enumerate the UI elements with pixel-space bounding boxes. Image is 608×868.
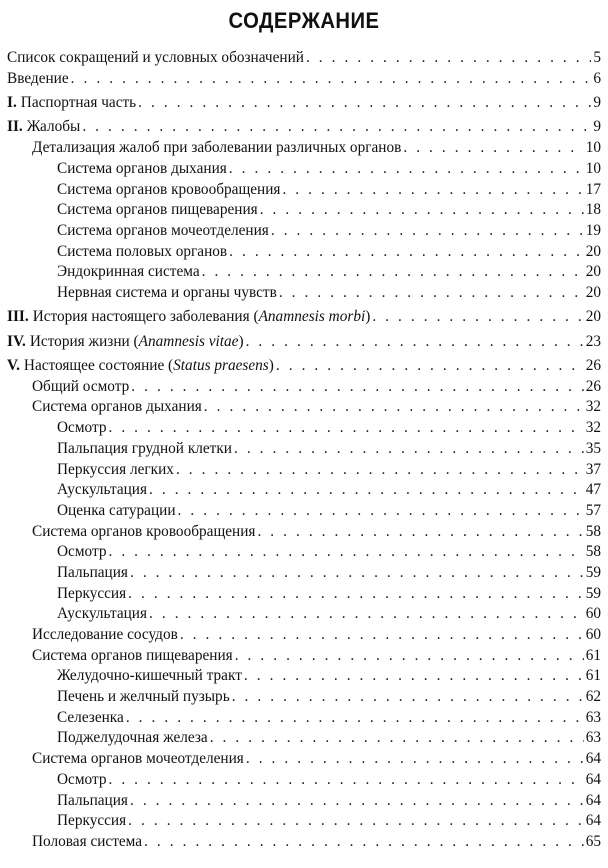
toc-entry-label	[57, 418, 106, 439]
dot-leader	[372, 307, 583, 328]
dot-leader	[306, 48, 591, 69]
toc-entry-page-number: 26	[585, 357, 601, 375]
toc-entry-page-number: 61	[585, 667, 601, 685]
dot-leader	[130, 563, 584, 584]
toc-entry-label	[57, 728, 208, 749]
toc-entry[interactable]	[7, 138, 601, 159]
toc-entry[interactable]	[7, 460, 601, 481]
toc-entry[interactable]	[7, 666, 601, 687]
toc-entry-label	[57, 439, 232, 460]
toc-entry[interactable]	[7, 480, 601, 501]
toc-entry[interactable]	[7, 604, 601, 625]
toc-entry-page-number: 60	[585, 626, 601, 643]
toc-entry-page-number: 58	[585, 522, 601, 540]
toc-entry-page-number: 59	[585, 584, 601, 602]
toc-entry-text: Половая система	[32, 832, 143, 850]
toc-entry[interactable]	[7, 332, 601, 353]
toc-entry-label	[7, 69, 69, 90]
toc-entry-label	[57, 770, 106, 791]
toc-entry-label	[7, 356, 274, 377]
dot-leader	[108, 770, 583, 791]
dot-leader	[180, 625, 584, 646]
toc-entry-text: Детализация жалоб при заболевании различных органов	[32, 139, 402, 157]
toc-entry[interactable]	[7, 625, 601, 646]
toc-entry-text: Поджелудочная железа	[57, 729, 208, 747]
toc-entry[interactable]	[7, 646, 601, 667]
toc-entry-page-number: 59	[585, 563, 601, 581]
toc-entry-page-number: 47	[585, 481, 601, 499]
toc-entry-text: Система органов мочеотделения	[57, 221, 269, 239]
toc-entry-text: Аускультация	[57, 605, 148, 623]
toc-entry-page-number: 10	[585, 159, 601, 177]
toc-entry-label	[32, 832, 142, 853]
toc-entry-page-number: 64	[585, 750, 601, 768]
dot-leader	[246, 332, 584, 353]
toc-entry-label	[57, 180, 280, 201]
toc-entry-page-number: 32	[585, 419, 601, 437]
dot-leader	[276, 356, 584, 377]
toc-entry[interactable]	[7, 439, 601, 460]
toc-entry-label	[32, 138, 401, 159]
dot-leader	[246, 749, 584, 770]
toc-entry-label	[32, 625, 178, 646]
toc-entry-latin-term: Anamnesis vitae	[138, 332, 239, 350]
toc-entry-text: Общий осмотр	[32, 377, 130, 395]
toc-entry-page-number: 63	[585, 729, 601, 747]
toc-entry-roman-numeral: II.	[7, 118, 23, 136]
toc-entry-label	[57, 283, 277, 304]
toc-entry-page-number: 10	[585, 139, 601, 157]
dot-leader	[260, 200, 584, 221]
toc-entry-text: История настоящего заболевания (	[32, 308, 259, 326]
toc-entry-text: Система органов кровообращения	[32, 522, 256, 540]
toc-entry-text: Перкуссия легких	[57, 460, 174, 478]
toc-entry-label	[57, 221, 269, 242]
toc-entry[interactable]	[7, 221, 601, 242]
dot-leader	[176, 460, 584, 481]
toc-entry-label	[32, 646, 233, 667]
toc-entry-text: Система органов дыхания	[32, 398, 202, 416]
dot-leader	[234, 439, 584, 460]
toc-entry[interactable]	[7, 791, 601, 812]
toc-list	[7, 48, 601, 853]
toc-entry-text: Оценка сатурации	[57, 501, 176, 519]
toc-entry-label	[7, 48, 304, 69]
dot-leader	[210, 728, 584, 749]
toc-entry-label	[7, 93, 136, 114]
toc-entry-label	[57, 200, 258, 221]
toc-entry-text: Система органов пищеварения	[32, 646, 233, 664]
dot-leader	[149, 604, 584, 625]
dot-leader	[130, 791, 584, 812]
toc-entry-text: Система половых органов	[57, 242, 228, 260]
dot-leader	[108, 418, 583, 439]
toc-entry-text: Аускультация	[57, 481, 148, 499]
dot-leader	[282, 180, 583, 201]
toc-entry-text: Список сокращений и условных обозначений	[7, 49, 304, 66]
toc-entry-text-suffix: )	[365, 308, 371, 326]
dot-leader	[271, 221, 584, 242]
toc-entry[interactable]	[7, 749, 601, 770]
toc-entry-label	[57, 791, 128, 812]
toc-entry-text: Осмотр	[57, 770, 107, 788]
dot-leader	[71, 69, 592, 90]
toc-entry-text: Настоящее состояние (	[23, 357, 174, 375]
toc-entry[interactable]	[7, 522, 601, 543]
toc-entry[interactable]	[7, 501, 601, 522]
toc-entry[interactable]	[7, 242, 601, 263]
toc-entry-page-number: 20	[585, 308, 601, 326]
toc-entry-page-number: 35	[585, 439, 601, 457]
toc-entry-label	[57, 604, 147, 625]
toc-entry-page-number: 62	[585, 688, 601, 706]
toc-entry[interactable]	[7, 283, 601, 304]
toc-entry[interactable]	[7, 117, 601, 138]
toc-entry-label	[7, 332, 244, 353]
dot-leader	[232, 687, 584, 708]
toc-entry[interactable]	[7, 687, 601, 708]
toc-entry-text: Жалобы	[26, 118, 81, 136]
toc-entry-page-number: 18	[585, 201, 601, 219]
toc-entry[interactable]	[7, 563, 601, 584]
toc-entry-text: Печень и желчный пузырь	[57, 688, 230, 706]
dot-leader	[235, 646, 584, 667]
toc-entry-page-number: 57	[585, 501, 601, 519]
toc-entry-page-number: 9	[593, 94, 601, 112]
toc-entry-page-number: 19	[585, 221, 601, 239]
toc-entry-page-number: 60	[585, 605, 601, 623]
toc-entry-page-number: 23	[585, 332, 601, 350]
toc-entry-label	[7, 307, 370, 328]
toc-entry[interactable]	[7, 584, 601, 605]
toc-entry-page-number: 61	[585, 646, 601, 664]
toc-entry[interactable]	[7, 93, 601, 114]
toc-entry-text: Желудочно-кишечный тракт	[57, 667, 242, 685]
toc-entry-text: Система органов пищеварения	[57, 201, 258, 219]
toc-entry-page-number: 64	[585, 791, 601, 809]
dot-leader	[204, 397, 584, 418]
toc-entry[interactable]	[7, 356, 601, 377]
toc-entry-label	[57, 563, 128, 584]
dot-leader	[128, 584, 584, 605]
toc-entry-page-number: 9	[593, 118, 601, 136]
toc-entry-label	[32, 377, 129, 398]
toc-entry-label	[57, 501, 176, 522]
toc-entry-latin-term: Status praesens	[173, 357, 269, 375]
toc-entry-page-number: 64	[585, 770, 601, 788]
toc-entry-text: Пальпация	[57, 563, 128, 581]
toc-entry-text-suffix: )	[268, 357, 274, 375]
dot-leader	[82, 117, 591, 138]
toc-entry-label	[57, 687, 230, 708]
toc-entry-text: Перкуссия	[57, 584, 127, 602]
toc-entry-text: Система органов дыхания	[57, 159, 227, 177]
toc-entry[interactable]	[7, 200, 601, 221]
toc-entry-page-number: 63	[585, 708, 601, 726]
dot-leader	[126, 708, 584, 729]
toc-entry-roman-numeral: IV.	[7, 332, 26, 350]
toc-entry-label	[32, 749, 244, 770]
toc-entry-page-number: 64	[585, 812, 601, 830]
toc-entry[interactable]	[7, 832, 601, 853]
toc-entry-page-number: 6	[593, 69, 601, 87]
toc-entry-text: Введение	[7, 69, 69, 87]
toc-entry-page-number: 37	[585, 460, 601, 478]
dot-leader	[279, 283, 584, 304]
toc-entry-label	[57, 460, 174, 481]
toc-entry-roman-numeral: I.	[7, 94, 17, 112]
toc-entry-text: Селезенка	[57, 708, 124, 726]
toc-entry[interactable]	[7, 69, 601, 90]
dot-leader	[138, 93, 591, 114]
toc-entry[interactable]	[7, 180, 601, 201]
toc-entry-text: Перкуссия	[57, 812, 127, 830]
toc-entry-label	[57, 811, 126, 832]
toc-entry-label	[7, 117, 80, 138]
toc-entry[interactable]	[7, 811, 601, 832]
dot-leader	[178, 501, 584, 522]
dot-leader	[229, 242, 584, 263]
toc-entry[interactable]	[7, 307, 601, 328]
toc-entry-label	[57, 708, 124, 729]
toc-entry[interactable]	[7, 770, 601, 791]
toc-entry-page-number: 20	[585, 242, 601, 260]
dot-leader	[244, 666, 584, 687]
toc-entry-label	[57, 262, 200, 283]
toc-entry-text: Система органов кровообращения	[57, 180, 281, 198]
toc-entry-page-number: 20	[585, 263, 601, 281]
toc-entry-page-number: 26	[585, 377, 601, 395]
toc-entry[interactable]	[7, 159, 601, 180]
toc-entry[interactable]	[7, 48, 601, 69]
toc-entry[interactable]	[7, 262, 601, 283]
toc-entry-latin-term: Anamnesis morbi	[258, 308, 366, 326]
toc-entry[interactable]	[7, 728, 601, 749]
toc-entry[interactable]	[7, 418, 601, 439]
toc-entry-text-suffix: )	[238, 332, 244, 350]
page-title: СОДЕРЖАНИЕ	[228, 8, 380, 33]
dot-leader	[202, 262, 584, 283]
dot-leader	[131, 377, 583, 398]
toc-entry-label	[57, 666, 242, 687]
toc-entry-roman-numeral: V.	[7, 357, 20, 375]
toc-entry-text: Осмотр	[57, 543, 107, 561]
toc-entry-label	[57, 584, 126, 605]
dot-leader	[144, 832, 584, 853]
dot-leader	[108, 542, 583, 563]
toc-entry-label	[57, 159, 227, 180]
toc-entry-text: Осмотр	[57, 419, 107, 437]
toc-entry[interactable]	[7, 542, 601, 563]
toc-entry-text: Пальпация	[57, 791, 128, 809]
toc-entry-text: Система органов мочеотделения	[32, 750, 244, 768]
toc-entry-text: Пальпация грудной клетки	[57, 439, 232, 457]
toc-entry[interactable]	[7, 377, 601, 398]
toc-entry-text: Нервная система и органы чувств	[57, 283, 277, 301]
toc-entry[interactable]	[7, 708, 601, 729]
dot-leader	[257, 522, 583, 543]
dot-leader	[128, 811, 584, 832]
toc-entry-label	[57, 242, 227, 263]
dot-leader	[149, 480, 584, 501]
toc-entry-page-number: 58	[585, 543, 601, 561]
toc-entry-label	[32, 522, 255, 543]
toc-entry-label	[32, 397, 202, 418]
toc-entry-page-number: 5	[593, 49, 601, 66]
toc-entry-text: История жизни (	[29, 332, 139, 350]
toc-entry-page-number: 65	[585, 832, 601, 850]
toc-entry-label	[57, 480, 147, 501]
dot-leader	[229, 159, 584, 180]
toc-entry[interactable]	[7, 397, 601, 418]
toc-entry-label	[57, 542, 106, 563]
toc-entry-page-number: 32	[585, 398, 601, 416]
toc-entry-text: Исследование сосудов	[32, 626, 178, 643]
toc-entry-page-number: 20	[585, 283, 601, 301]
toc-entry-text: Паспортная часть	[20, 94, 137, 112]
dot-leader	[403, 138, 583, 159]
toc-entry-text: Эндокринная система	[57, 263, 200, 281]
toc-entry-page-number: 17	[585, 180, 601, 198]
toc-entry-roman-numeral: III.	[7, 308, 29, 326]
